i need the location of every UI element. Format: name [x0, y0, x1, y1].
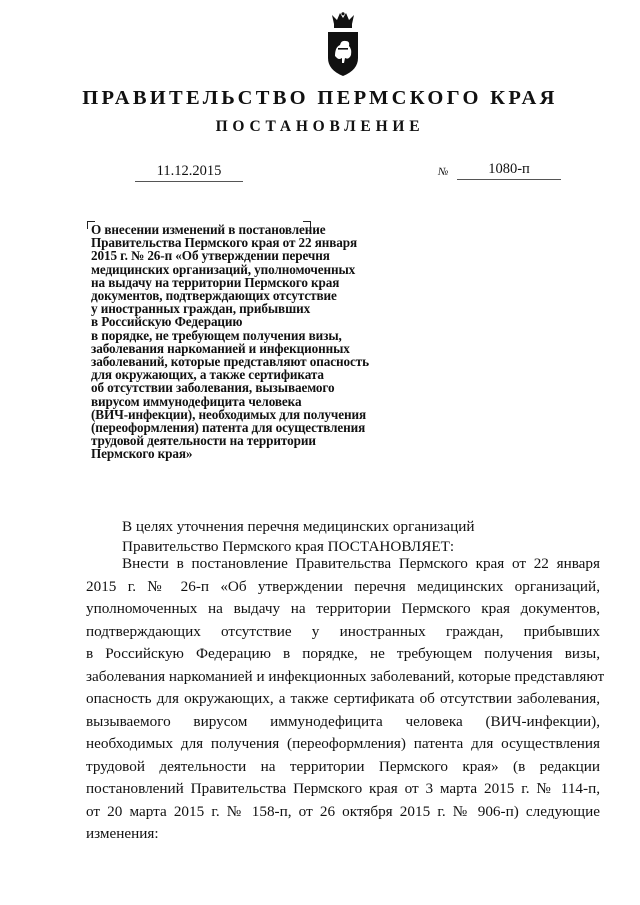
- document-subject: [91, 223, 421, 461]
- coat-of-arms-icon: [323, 12, 363, 78]
- subject-line: (переоформления) патента для осуществления: [91, 420, 366, 436]
- subject-line: трудовой деятельности на территории: [91, 433, 316, 449]
- body-line: постановлений Правительства Пермского края от 3 марта 2015 г. № 114-п,: [86, 780, 600, 797]
- subject-line: заболеваний, которые представляют опасность: [91, 354, 369, 370]
- body-line: от 20 марта 2015 г. № 158-п, от 26 октября 2015 г. № 906-п) следующие: [86, 802, 600, 820]
- body-line: трудовой деятельности на территории Пермского края» (в редакции: [86, 757, 600, 775]
- body-line: уполномоченных на выдачу на территории Пермского края документов,: [86, 600, 600, 617]
- body-line: в Российскую Федерацию в порядке, не требующем получения визы,: [86, 645, 600, 662]
- document-date: 11.12.2015: [135, 163, 243, 182]
- number-sign: №: [438, 166, 449, 178]
- resolution-paragraph: Правительство Пермского края ПОСТАНОВЛЯЕТ:: [122, 538, 455, 555]
- subject-line: вирусом иммунодефицита человека: [91, 393, 302, 409]
- subject-line: в Российскую Федерацию: [91, 314, 243, 330]
- subject-line: у иностранных граждан, прибывших: [91, 301, 311, 317]
- body-line: заболевания наркоманией и инфекционных заболеваний, которые представляют: [86, 667, 605, 685]
- subject-line: (ВИЧ-инфекции), необходимых для получения: [91, 406, 366, 422]
- body-line: вызываемого вирусом иммунодефицита человека (ВИЧ-инфекции),: [86, 712, 600, 730]
- subject-line: Пермского края»: [91, 446, 193, 462]
- document-number: 1080-п: [457, 161, 561, 180]
- subject-line: медицинских организаций, уполномоченных: [91, 261, 356, 277]
- operative-paragraph: [86, 553, 605, 846]
- body-line: подтверждающих отсутствие у иностранных граждан, прибывших: [86, 622, 600, 640]
- subject-line: об отсутствии заболевания, вызываемого: [91, 380, 335, 396]
- document-type: ПОСТАНОВЛЕНИЕ: [215, 118, 425, 135]
- body-line: необходимых для получения (переоформления) патента для осуществления: [86, 735, 600, 752]
- body-line: Внести в постановление Правительства Пермского края от 22 января: [122, 555, 600, 572]
- body-line: 2015 г. № 26-п «Об утверждении перечня медицинских организаций,: [86, 577, 600, 595]
- government-title: ПРАВИТЕЛЬСТВО ПЕРМСКОГО КРАЯ: [82, 87, 558, 109]
- subject-line: для окружающих, а также сертификата: [91, 367, 324, 383]
- subject-line: заболевания наркоманией и инфекционных: [91, 340, 350, 356]
- body-line: изменения:: [86, 825, 159, 842]
- subject-line: Правительства Пермского края от 22 января: [91, 235, 358, 251]
- subject-line: О внесении изменений в постановление: [91, 222, 326, 237]
- body-line: опасность для окружающих, а также сертификата об отсутствии заболевания,: [86, 690, 600, 707]
- subject-line: в порядке, не требующем получения визы,: [91, 327, 342, 343]
- subject-line: на выдачу на территории Пермского края: [91, 274, 340, 290]
- subject-line: 2015 г. № 26-п «Об утверждении перечня: [91, 248, 330, 264]
- subject-line: документов, подтверждающих отсутствие: [91, 288, 337, 304]
- preamble-paragraph: В целях уточнения перечня медицинских организаций: [122, 518, 475, 535]
